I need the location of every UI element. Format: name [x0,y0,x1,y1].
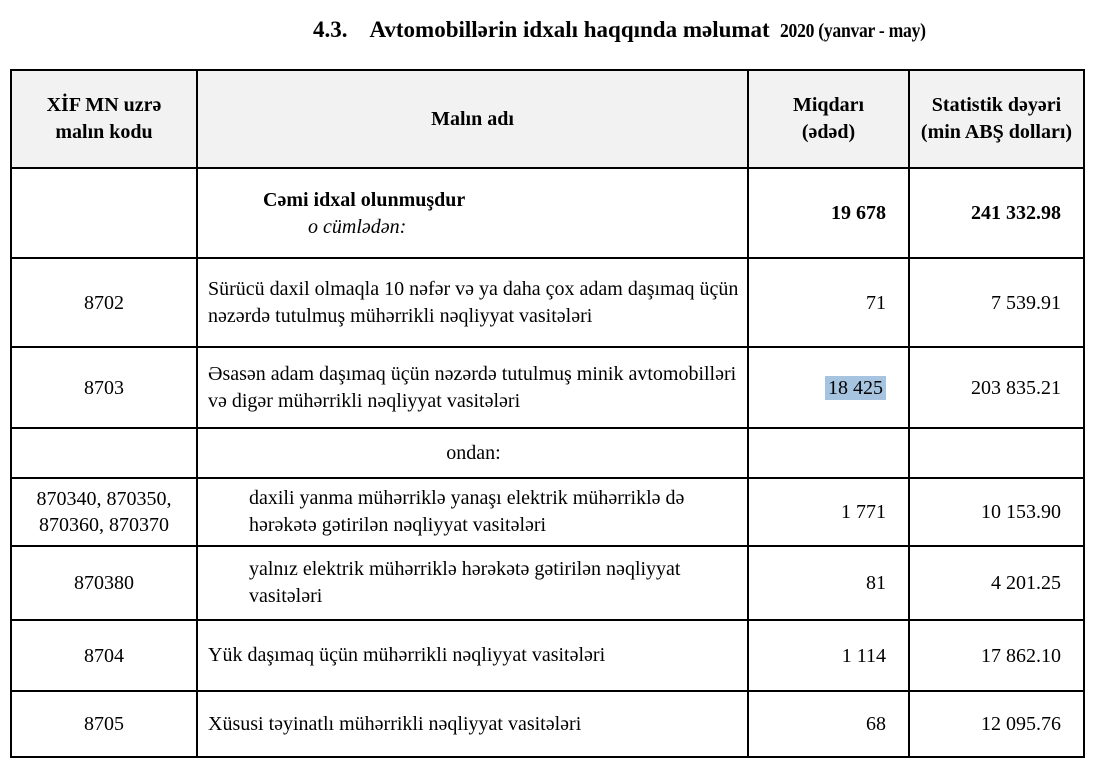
header-name: Malın adı [197,70,748,168]
code-cell: 8705 [11,691,197,757]
table-row [11,620,1084,691]
table-row [11,691,1084,757]
selection-highlight: 18 425 [825,376,886,400]
table-row-total [11,168,1084,258]
qty-cell [748,347,909,428]
code-cell: 8704 [11,620,197,691]
title-text: Avtomobillərin idxalı haqqında məlumat [369,17,770,42]
qty-cell: 1 114 [748,620,909,691]
value-cell: 10 153.90 [909,478,1084,546]
code-cell: 870380 [11,546,197,620]
value-cell: 7 539.91 [909,258,1084,347]
imports-table [10,69,1085,758]
name-cell [197,168,748,258]
table-row [11,258,1084,347]
qty-cell: 19 678 [748,168,909,258]
value-cell [909,428,1084,478]
value-cell: 241 332.98 [909,168,1084,258]
qty-cell: 68 [748,691,909,757]
name-cell: Sürücü daxil olmaqla 10 nəfər və ya daha çox adam daşımaq üçün nəzərdə tutulmuş mühərrikli nəqliyyat vasitələri [197,258,748,347]
name-cell: daxili yanma mühərriklə yanaşı elektrik mühərriklə də hərəkətə gətirilən nəqliyyat vasitələri [197,478,748,546]
code-cell: 8702 [11,258,197,347]
header-code: XİF MN uzrə malın kodu [11,70,197,168]
code-cell: 8703 [11,347,197,428]
total-note: o cümlədən: [308,216,407,238]
value-cell: 17 862.10 [909,620,1084,691]
value-cell: 12 095.76 [909,691,1084,757]
code-cell [11,168,197,258]
qty-cell: 1 771 [748,478,909,546]
name-cell: yalnız elektrik mühərriklə hərəkətə gətirilən nəqliyyat vasitələri [197,546,748,620]
name-cell: Əsasən adam daşımaq üçün nəzərdə tutulmuş minik avtomobilləri və digər mühərrikli nəqliyyat vasitələri [197,347,748,428]
table-header-row [11,70,1084,168]
value-cell: 203 835.21 [909,347,1084,428]
table-row [11,478,1084,546]
code-cell [11,428,197,478]
qty-cell: 71 [748,258,909,347]
table-row-subheading [11,428,1084,478]
name-cell: Yük daşımaq üçün mühərrikli nəqliyyat vasitələri [197,620,748,691]
name-cell: Xüsusi təyinatlı mühərrikli nəqliyyat vasitələri [197,691,748,757]
name-cell: ondan: [197,428,748,478]
title-period: 2020 (yanvar - may) [779,20,926,42]
header-value: Statistik dəyəri (min ABŞ dolları) [909,70,1084,168]
page-title [0,14,1118,47]
value-cell: 4 201.25 [909,546,1084,620]
qty-cell: 81 [748,546,909,620]
table-row [11,546,1084,620]
qty-cell [748,428,909,478]
total-label: Cəmi idxal olunmuşdur [263,189,466,211]
header-qty: Miqdarı (ədəd) [748,70,909,168]
table-row [11,347,1084,428]
section-number: 4.3. [313,17,348,42]
code-cell: 870340, 870350, 870360, 870370 [11,478,197,546]
